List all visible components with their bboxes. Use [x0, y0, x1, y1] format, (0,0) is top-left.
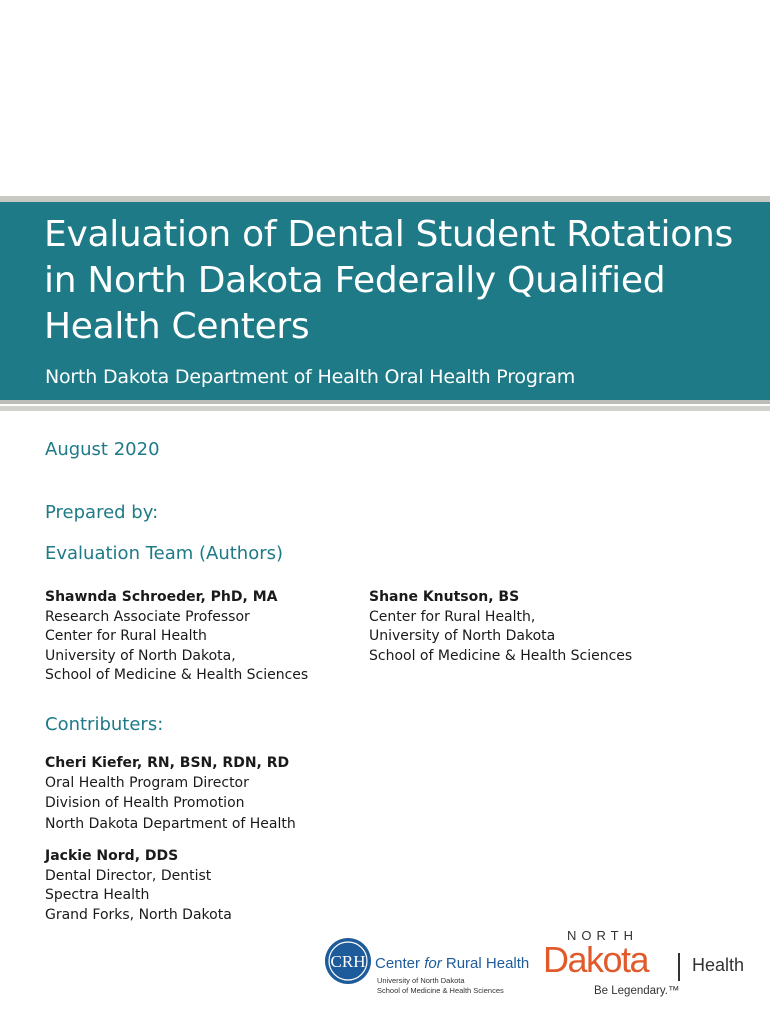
- crh-sub-line: School of Medicine & Health Sciences: [377, 986, 504, 995]
- contributor-line: Division of Health Promotion: [45, 795, 245, 811]
- author-name: Shane Knutson, BS: [369, 589, 520, 605]
- footer-logos: [320, 925, 760, 1005]
- author-line: Research Associate Professor: [45, 608, 250, 625]
- contributor-line: Spectra Health: [45, 887, 150, 903]
- prepared-by-heading: Prepared by:: [45, 502, 159, 523]
- report-title: [44, 212, 759, 350]
- author-line: Center for Rural Health: [45, 628, 207, 644]
- contributor-line: Grand Forks, North Dakota: [45, 906, 232, 923]
- crh-name-part: Center: [375, 955, 425, 972]
- evaluation-team-heading: Evaluation Team (Authors): [45, 543, 284, 564]
- author-line: University of North Dakota,: [45, 647, 236, 664]
- title-line: in North Dakota Federally Qualified: [44, 260, 666, 301]
- author-line: School of Medicine & Health Sciences: [369, 647, 633, 664]
- nd-logo-north: NORTH: [567, 928, 638, 943]
- author-block-knutson: [369, 588, 632, 666]
- author-line: University of North Dakota: [369, 628, 556, 644]
- crh-logo-name: [375, 955, 529, 972]
- report-subtitle: North Dakota Department of Health Oral Health Program: [45, 366, 576, 388]
- banner-bottom-rule: [0, 400, 770, 404]
- title-line: Evaluation of Dental Student Rotations: [44, 214, 733, 255]
- crh-seal-icon: [324, 937, 372, 985]
- author-line: Center for Rural Health,: [369, 608, 536, 625]
- report-date: August 2020: [45, 439, 160, 460]
- contributor-line: Dental Director, Dentist: [45, 867, 212, 884]
- author-line: School of Medicine & Health Sciences: [45, 667, 309, 683]
- nd-logo-divider: [678, 953, 680, 981]
- contributors-heading: Contributers:: [45, 714, 164, 735]
- nd-logo-tagline: Be Legendary.™: [594, 985, 680, 997]
- contributor-block-nord: [45, 847, 232, 925]
- contributor-line: North Dakota Department of Health: [45, 815, 296, 832]
- author-name: Shawnda Schroeder, PhD, MA: [45, 589, 278, 605]
- crh-name-part: Rural Health: [441, 955, 530, 972]
- nd-logo-dakota: Dakota: [543, 939, 649, 980]
- crh-seal-text: CRH: [330, 952, 366, 971]
- crh-sub-line: University of North Dakota: [377, 976, 465, 985]
- contributor-name: Jackie Nord, DDS: [45, 848, 179, 864]
- author-block-schroeder: [45, 588, 308, 686]
- contributor-name: Cheri Kiefer, RN, BSN, RDN, RD: [45, 755, 290, 771]
- contributor-block-kiefer: [45, 754, 296, 834]
- contributor-line: Oral Health Program Director: [45, 774, 249, 791]
- crh-logo-subtext: [377, 976, 504, 996]
- nd-logo-health: Health: [692, 955, 745, 975]
- title-line: Health Centers: [44, 306, 310, 347]
- banner-bottom-rule-2: [0, 406, 770, 411]
- crh-name-for: for: [424, 955, 442, 972]
